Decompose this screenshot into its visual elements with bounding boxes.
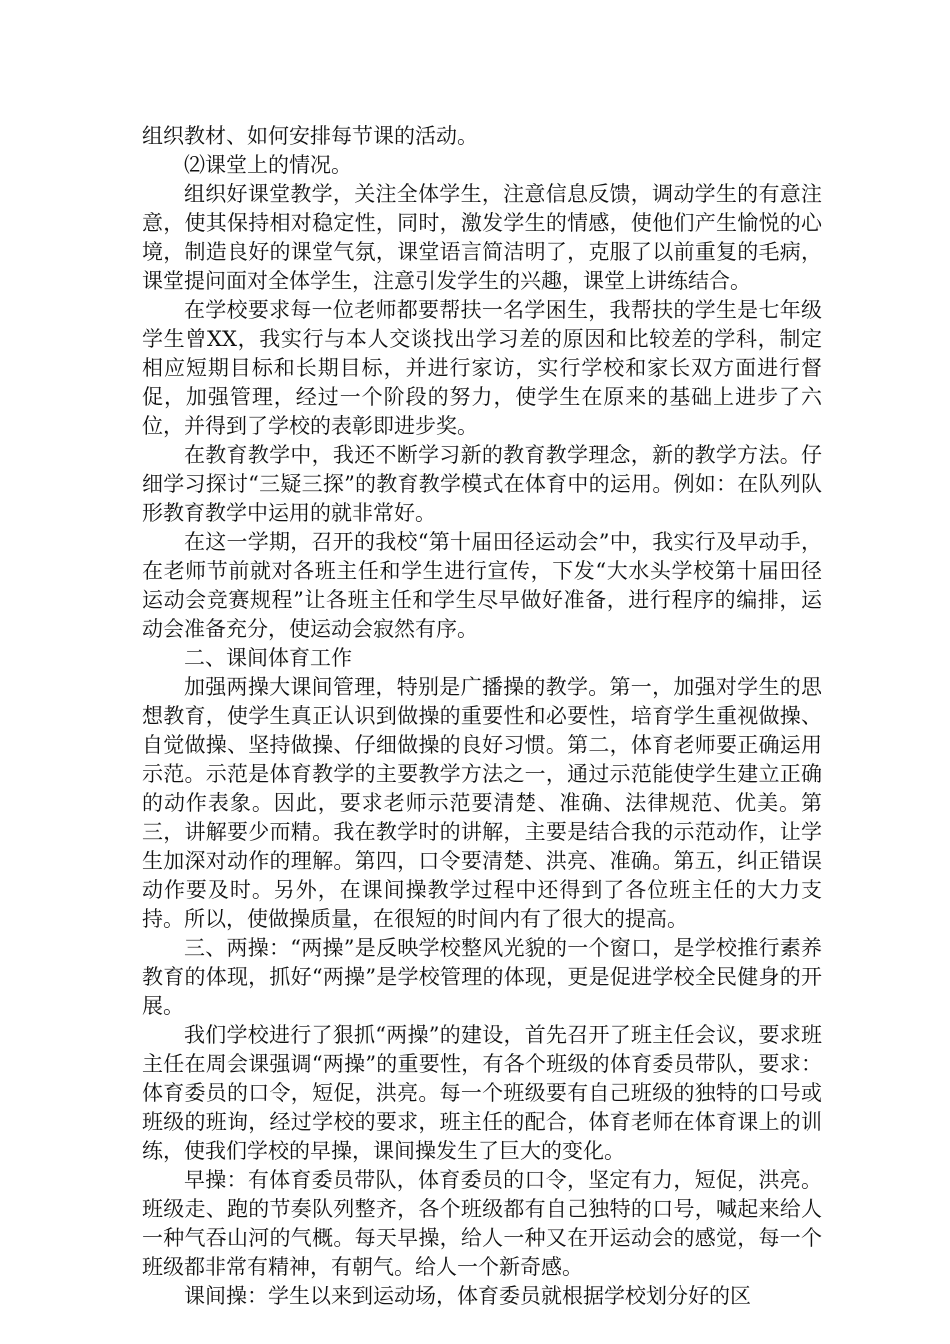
paragraph-3: 组织好课堂教学，关注全体学生，注意信息反馈，调动学生的有意注意，使其保持相对稳定性，同时，激发学生的情感，使他们产生愉悦的心境，制造良好的课堂气氛，课堂语言简洁明了，克服了以前重复的毛病，课堂提问面对全体学生，注意引发学生的兴趣，课堂上讲练结合。 bbox=[142, 182, 822, 293]
paragraph-10: 我们学校进行了狠抓“两操”的建设，首先召开了班主任会议，要求班主任在周会课强调“两操”的重要性，有各个班级的体育委员带队，要求：体育委员的口令，短促，洪亮。每一个班级要有自己班级的独特的口号或班级的班询，经过学校的要求，班主任的配合，体育老师在体育课上的训练，使我们学校的早操，课间操发生了巨大的变化。 bbox=[142, 1023, 822, 1163]
paragraph-11: 早操：有体育委员带队，体育委员的口令，坚定有力，短促，洪亮。班级走、跑的节奏队列整齐，各个班级都有自己独特的口号，喊起来给人一种气吞山河的气概。每天早操，给人一种又在开运动会的感觉，每一个班级都非常有精神，有朝气。给人一个新奇感。 bbox=[142, 1168, 822, 1279]
paragraph-6: 在这一学期，召开的我校“第十届田径运动会”中，我实行及早动手，在老师节前就对各班主任和学生进行宣传，下发“大水头学校第十届田径运动会竞赛规程”让各班主任和学生尽早做好准备，进行程序的编排，运动会准备充分，使运动会寂然有序。 bbox=[142, 530, 822, 641]
paragraph-12: 课间操：学生以来到运动场，体育委员就根据学校划分好的区 bbox=[184, 1284, 751, 1308]
paragraph-1: 组织教材、如何安排每节课的活动。 bbox=[142, 124, 478, 148]
paragraph-5: 在教育教学中，我还不断学习新的教育教学理念，新的教学方法。仔细学习探讨“三疑三探”的教育教学模式在体育中的运用。例如：在队列队形教育教学中运用的就非常好。 bbox=[142, 443, 822, 525]
paragraph-2: ⑵课堂上的情况。 bbox=[184, 153, 352, 177]
section-heading-2: 二、课间体育工作 bbox=[184, 646, 352, 670]
document-body bbox=[142, 122, 822, 1311]
section-heading-3: 三、两操：“两操”是反映学校整风光貌的一个窗口，是学校推行素养教育的体现，抓好“两操”是学校管理的体现，更是促进学校全民健身的开展。 bbox=[142, 936, 822, 1018]
paragraph-8: 加强两操大课间管理，特别是广播操的教学。第一，加强对学生的思想教育，使学生真正认识到做操的重要性和必要性，培育学生重视做操、自觉做操、坚持做操、仔细做操的良好习惯。第二，体育老师要正确运用示范。示范是体育教学的主要教学方法之一，通过示范能使学生建立正确的动作表象。因此，要求老师示范要清楚、准确、法律规范、优美。第三，讲解要少而精。我在教学时的讲解，主要是结合我的示范动作，让学生加深对动作的理解。第四，口令要清楚、洪亮、准确。第五，纠正错误动作要及时。另外，在课间操教学过程中还得到了各位班主任的大力支持。所以，使做操质量，在很短的时间内有了很大的提高。 bbox=[142, 675, 822, 931]
paragraph-4: 在学校要求每一位老师都要帮扶一名学困生，我帮扶的学生是七年级学生曾XX，我实行与本人交谈找出学习差的原因和比较差的学科，制定相应短期目标和长期目标，并进行家访，实行学校和家长双方面进行督促，加强管理，经过一个阶段的努力，使学生在原来的基础上进步了六位，并得到了学校的表彰即进步奖。 bbox=[142, 298, 822, 438]
